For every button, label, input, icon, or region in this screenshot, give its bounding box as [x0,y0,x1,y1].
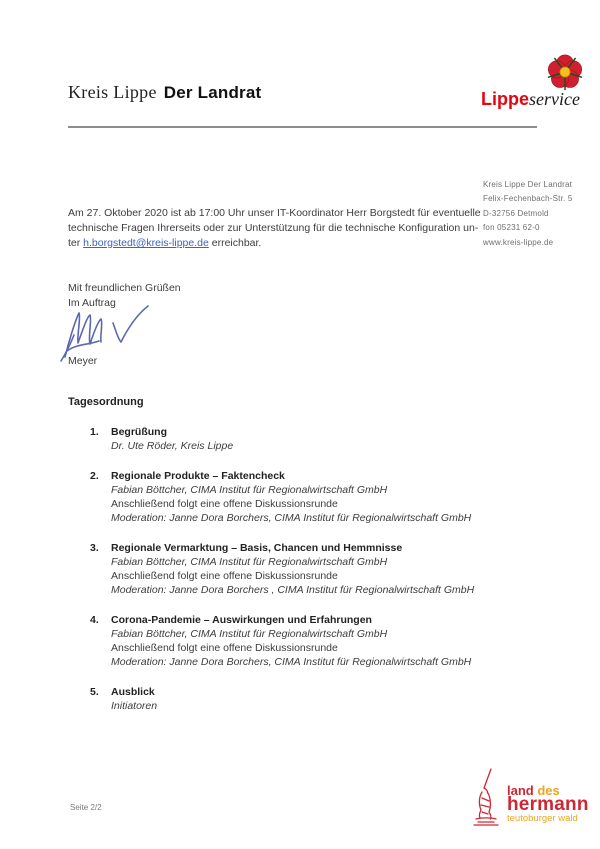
agenda-item-number: 4. [90,614,99,626]
agenda-heading: Tagesordnung [68,396,144,408]
agenda-item-detail: Fabian Böttcher, CIMA Institut für Regionalwirtschaft GmbH [111,556,388,568]
agenda-item-title: Begrüßung [111,426,167,438]
agenda-item-title: Ausblick [111,686,155,698]
hermann-logo-word-des: des [537,783,560,798]
body-line: Am 27. Oktober 2020 ist ab 17:00 Uhr unser IT-Koordinator Herr Borgstedt für eventuelle [68,207,481,219]
agenda-item-detail: Fabian Böttcher, CIMA Institut für Regionalwirtschaft GmbH [111,484,388,496]
body-line: technische Fragen Ihrerseits oder zur Unterstützung für die technische Konfiguration un- [68,222,479,234]
body-line-post: erreichbar. [208,237,262,249]
contact-line: D-32756 Detmold [483,208,549,218]
agenda-item-number: 1. [90,426,99,438]
body-paragraph [68,206,481,251]
agenda-item-3 [90,541,474,597]
agenda-item-title: Corona-Pandemie – Auswirkungen und Erfahrungen [111,614,372,626]
agenda-item-number: 5. [90,686,99,698]
dept-name: Der Landrat [163,83,262,102]
agenda-item-1 [90,425,474,453]
agenda-item-detail: Anschließend folgt eine offene Diskussionsrunde [111,570,338,582]
lippische-rose-icon [545,52,585,92]
agenda-item-title: Regionale Vermarktung – Basis, Chancen und Hemmnisse [111,542,403,554]
org-name: Kreis Lippe [68,82,157,102]
hermann-logo-tagline: teutoburger wald [507,813,578,824]
contact-line: Felix-Fechenbach-Str. 5 [483,194,573,204]
agenda-item-detail: Fabian Böttcher, CIMA Institut für Regionalwirtschaft GmbH [111,628,388,640]
closing-salutation: Mit freundlichen Grüßen [68,282,181,294]
signer-name: Meyer [68,355,98,367]
agenda [68,396,474,729]
sender-contact-block [483,178,573,250]
agenda-item-detail: Dr. Ute Röder, Kreis Lippe [111,440,234,452]
agenda-item-2 [90,469,474,525]
body-line [68,236,481,251]
handwritten-signature [58,301,158,363]
agenda-item-number: 2. [90,470,99,482]
agenda-item-4 [90,613,474,669]
letterhead [68,82,261,103]
page-number: Seite 2/2 [70,803,102,812]
contact-line: www.kreis-lippe.de [483,237,554,247]
land-des-hermann-logo [470,768,589,826]
hermann-monument-icon [470,768,502,826]
contact-line: Kreis Lippe Der Landrat [483,180,573,189]
agenda-item-detail: Anschließend folgt eine offene Diskussionsrunde [111,642,338,654]
closing-on-behalf: Im Auftrag [68,296,116,309]
email-link[interactable]: h.borgstedt@kreis-lippe.de [83,237,209,249]
agenda-item-number: 3. [90,542,99,554]
agenda-item-detail: Initiatoren [111,700,158,712]
agenda-item-detail: Moderation: Janne Dora Borchers, CIMA Institut für Regionalwirtschaft GmbH [111,512,472,524]
hermann-logo-name: hermann [507,794,589,815]
body-line-pre: ter [68,237,84,249]
contact-line: fon 05231 62-0 [483,223,540,233]
agenda-item-title: Regionale Produkte – Faktencheck [111,470,285,482]
agenda-item-detail: Moderation: Janne Dora Borchers, CIMA Institut für Regionalwirtschaft GmbH [111,656,472,668]
hermann-logo-word-land: land [507,783,538,798]
lippe-service-logo [481,52,591,108]
header-divider [68,126,537,128]
agenda-item-detail: Anschließend folgt eine offene Diskussionsrunde [111,498,338,510]
brand-word-lippe: Lippe [481,89,529,109]
agenda-item-5 [90,685,474,713]
agenda-item-detail: Moderation: Janne Dora Borchers , CIMA Institut für Regionalwirtschaft GmbH [111,584,475,596]
hermann-logo-text [507,784,589,824]
brand-word-service: service [529,89,580,109]
brand-wordmark [481,89,580,110]
